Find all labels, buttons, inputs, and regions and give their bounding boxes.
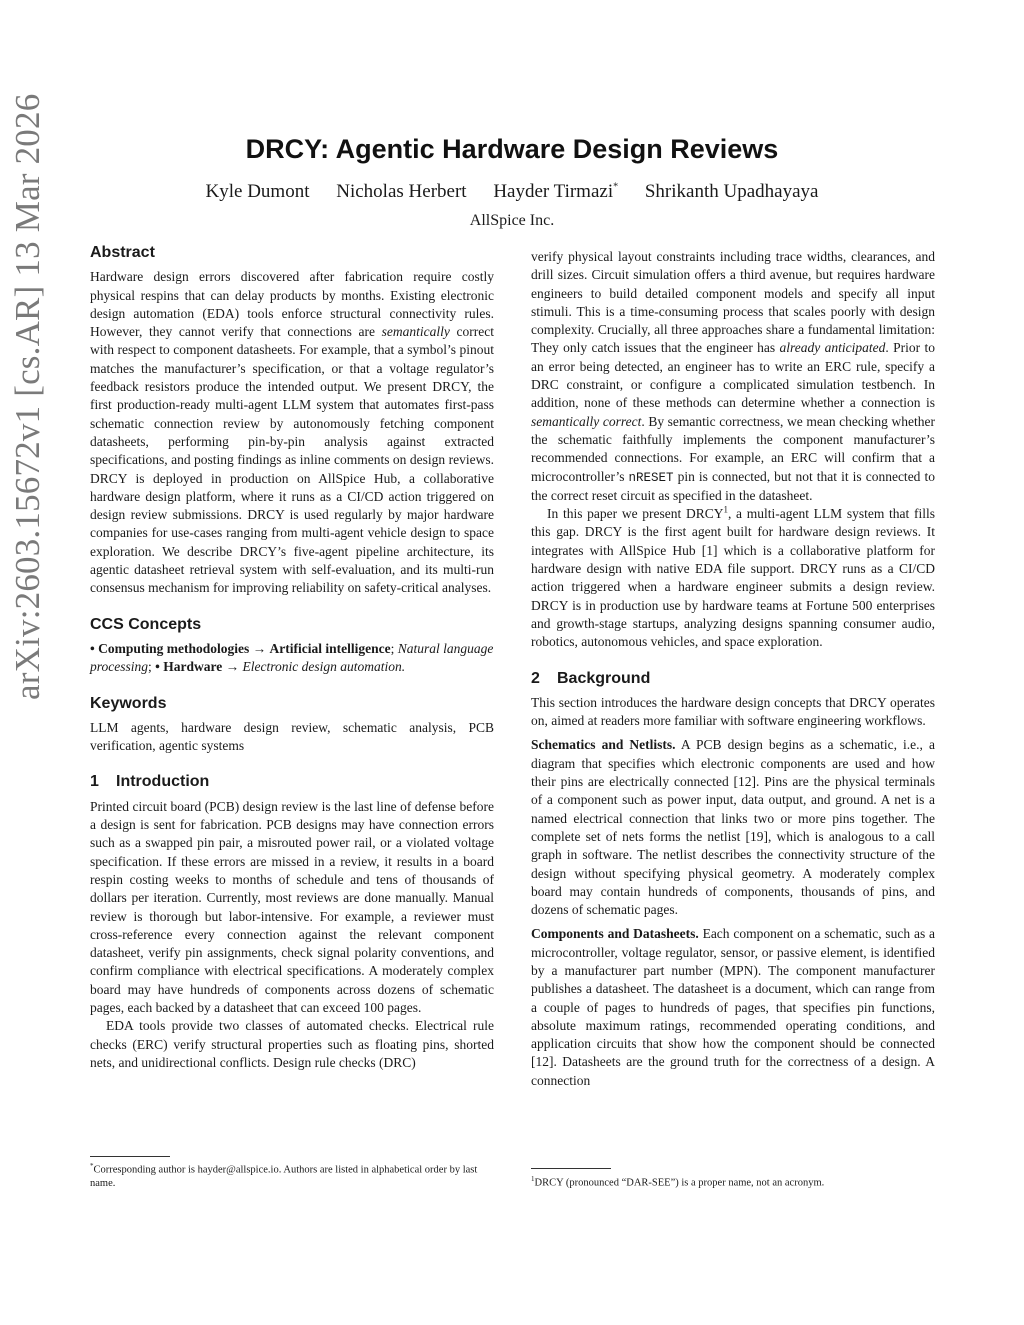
intro-paragraph-2: EDA tools provide two classes of automated checks. Electrical rule checks (ERC) verify structural properties such as floating pins, shorted nets, and unidirectional conflicts. Design rule checks (DRC): [90, 1018, 494, 1070]
keywords-heading: Keywords: [90, 694, 167, 712]
author: Shrikanth Upadhayaya: [644, 181, 819, 202]
code-nreset: nRESET: [628, 470, 674, 485]
footnote-left: *Corresponding author is hayder@allspice.io. Authors are listed in alphabetical order by last name.: [90, 1162, 478, 1189]
footnote-ref[interactable]: 1: [723, 504, 728, 515]
affiliation: AllSpice Inc.: [469, 212, 555, 229]
author: Nicholas Herbert: [336, 181, 467, 202]
footnote-rule-right: [531, 1168, 611, 1169]
corresponding-author-mark: *: [613, 181, 619, 193]
intro-paragraph-3: verify physical layout constraints including trace widths, clearances, and drill sizes. Circuit simulation offers a third avenue, but requires hardware engineers to build detailed component models and specify all input stimuli. This is a time-consuming process that scales poorly with design complexity. Crucially, all three approaches share a fundamental limitation: They only catch issues that the engineer has already anticipated. Prior to an error being detected, an engineer has to write an ERC rule, specify a DRC constraint, or configure a complicated simulation testbench. In addition, none of these methods can determine whether a connection is semantically correct. By semantic correctness, we mean checking whether the schematic faithfully implements the component manufacturer’s recommended connections. For example, an ERC will confirm that a microcontroller’s nRESET pin is connected, but not that it is connected to the correct reset circuit as specified in the datasheet.: [531, 249, 935, 503]
intro-paragraph-1: Printed circuit board (PCB) design review is the last line of defense before a design is sent for fabrication. PCB designs may have connection errors such as a swapped pin pair, a misrouted power rail, or a violated voltage specification. If these errors are missed in a review, it results in a board respin costing weeks to months of schedule and tens of thousands of dollars per iteration. Currently, most reviews are done manually. Manual review is thorough but labor-intensive. For example, a reviewer must cross-reference every connection against the relevant component datasheet, verify pin assignments, check signal polarity conventions, and confirm compliance with electrical specifications. A moderately complex board may have hundreds of components across dozens of schematic pages, each backed by a datasheet that can exceed 100 pages.: [90, 798, 494, 1015]
paper-title: DRCY: Agentic Hardware Design Reviews: [245, 134, 779, 164]
right-column: [531, 248, 935, 1090]
background-intro: This section introduces the hardware design concepts that DRCY operates on, aimed at readers more familiar with software engineering workflows.: [531, 694, 935, 729]
components-paragraph: Components and Datasheets. Each component on a schematic, such as a microcontroller, voltage regulator, sensor, or passive element, is identified by a manufacturer part number (MPN). The component manufacturer publishes a datasheet. The datasheet is a document, which can range from a couple of pages to hundreds of pages, that specifies pin functions, absolute maximum ratings, recommended operating conditions, and application circuits that show how the component should be connected [12]. Datasheets are the ground truth for the correctness of a design. A connection: [531, 926, 935, 1088]
footnote-right: $^1$DRCY (pronounced “DAR-SEE”) is a proper name, not an acronym.: [531, 1175, 825, 1189]
background-heading: 2 Background: [531, 669, 651, 687]
arxiv-stamp: arXiv:2603.15672v1 [cs.AR] 13 Mar 2026: [8, 93, 47, 700]
footnote-rule-left: [90, 1156, 170, 1157]
intro-paragraph-4: In this paper we present DRCY$^1$, a multi-agent LLM system that fills this gap. DRCY is the first agent built for hardware design reviews. It integrates with AllSpice Hub [1] which is a collaborative platform for hardware design with native EDA file support. DRCY runs as a CI/CD action triggered when a hardware engineer submits a design review. DRCY is in production use by hardware teams at Fortune 500 enterprises and growth-stage startups, analyzing designs spanning consumer audio, robotics, autonomous vehicles, and space exploration.: [531, 504, 936, 650]
author-list: [0, 181, 1024, 203]
abstract-text: Hardware design errors discovered after fabrication require costly physical respins that can delay products by months. Existing electronic design automation (EDA) tools enforce structural connectivity rules. However, they cannot verify that connections are semantically correct with respect to component datasheets. For example, that a symbol’s pinout matches the manufacturer’s specification, or that a voltage regulator’s feedback resistors produce the intended output. We present DRCY, the first production-ready multi-agent LLM system that automates first-pass schematic connection review by autonomously fetching component datasheets, performing pin-by-pin analysis against extracted specifications, and posting findings as inline comments on design reviews. DRCY is deployed in production on AllSpice Hub, a collaborative hardware design platform, where it runs as a CI/CD action triggered on design review submissions. DRCY is used regularly by major hardware companies for use-cases ranging from multi-agent vehicle design to space exploration. We describe DRCY’s five-agent pipeline architecture, its agentic datasheet retrieval system with self-evaluation, and its multi-run consensus mechanism for improving reliability on safety-critical analyses.: [90, 269, 495, 596]
ccs-heading: CCS Concepts: [90, 615, 202, 633]
ccs-text: • Computing methodologies → Artificial intelligence; Natural language processing; • Hardware → Electronic design automation.: [90, 640, 494, 675]
author: Kyle Dumont: [205, 181, 310, 202]
abstract-heading: Abstract: [90, 244, 155, 261]
introduction-heading: 1 Introduction: [90, 773, 210, 791]
left-column: [90, 244, 494, 1072]
author: Hayder Tirmazi*: [493, 181, 619, 202]
schematics-paragraph: Schematics and Netlists. A PCB design begins as a schematic, i.e., a diagram that specifies which electronic components are used and how their pins are electrically connected [12]. Pins are the physical terminals of a component such as power input, data output, and ground. A net is a named electrical connection that links two or more pins together. The complete set of nets forms the netlist [19], which is analogous to a call graph in software. The netlist describes the connectivity structure of the design without specifying physical geometry. A moderately complex board may contain hundreds of components, thousands of pins, and dozens of schematic pages.: [531, 737, 936, 918]
keywords-text: LLM agents, hardware design review, schematic analysis, PCB verification, agentic systems: [90, 719, 494, 754]
